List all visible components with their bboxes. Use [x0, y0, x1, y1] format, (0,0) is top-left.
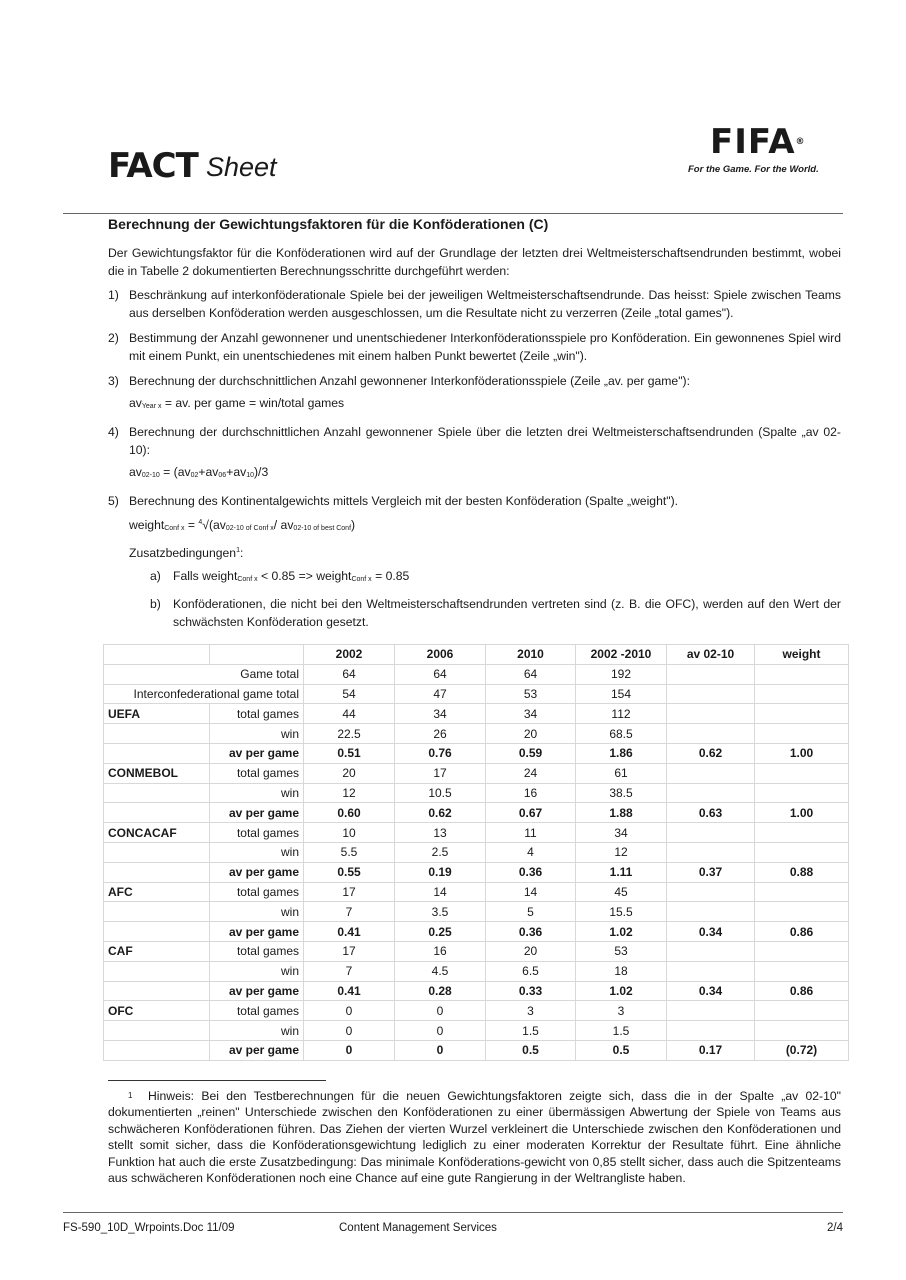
row-label: total games — [210, 882, 304, 902]
zusatz-label: Zusatzbedingungen$^1$: — [129, 546, 244, 561]
main-content — [108, 214, 841, 631]
table-cell: 5 — [486, 902, 576, 922]
table-cell — [667, 1021, 755, 1041]
table-cell: 0.34 — [667, 981, 755, 1001]
table-row — [104, 664, 849, 684]
table-cell: 0.59 — [486, 743, 576, 763]
table-header-row — [104, 645, 849, 665]
step-4 — [108, 423, 841, 459]
table-cell: 10 — [304, 823, 395, 843]
row-label: total games — [210, 763, 304, 783]
table-cell: 12 — [576, 842, 667, 862]
footnote-rule — [108, 1080, 326, 1081]
row-label: av per game — [210, 922, 304, 942]
step-number: 5) — [108, 494, 119, 508]
table-cell: 0 — [395, 1021, 486, 1041]
table-cell: 0.37 — [667, 862, 755, 882]
table-cell: 61 — [576, 763, 667, 783]
table-cell: 0.36 — [486, 862, 576, 882]
table-cell: 44 — [304, 704, 395, 724]
row-label: total games — [210, 1001, 304, 1021]
table-cell: 0.86 — [755, 981, 849, 1001]
table-row — [104, 1040, 849, 1060]
table-cell — [755, 882, 849, 902]
table-cell: 3 — [486, 1001, 576, 1021]
table-cell — [667, 724, 755, 744]
table-cell — [755, 704, 849, 724]
table-cell: 53 — [576, 941, 667, 961]
row-label: av per game — [210, 743, 304, 763]
step-1 — [108, 286, 841, 322]
row-label: total games — [210, 823, 304, 843]
confederation-name — [104, 981, 210, 1001]
registered-mark: ® — [795, 137, 806, 147]
table-row — [104, 823, 849, 843]
table-cell: 0.86 — [755, 922, 849, 942]
table-cell — [667, 902, 755, 922]
step-text: Bestimmung der Anzahl gewonnener und unentschiedener Interkonföderationsspiele pro Konföderation. Ein gewonnenes Spiel wird mit einem Punkt, ein unentschiedenes mit einem halben Punkt bewertet (Zeile „win"). — [129, 331, 841, 363]
step-text: Berechnung der durchschnittlichen Anzahl gewonnener Interkonföderationsspiele (Zeile „av. per game"): — [129, 374, 690, 388]
table-cell: 0.41 — [304, 981, 395, 1001]
confederation-name — [104, 842, 210, 862]
confederation-name: OFC — [104, 1001, 210, 1021]
table-cell: 0.76 — [395, 743, 486, 763]
step-number: 2) — [108, 331, 119, 345]
table-cell — [667, 684, 755, 704]
table-cell: 18 — [576, 961, 667, 981]
table-cell: 1.00 — [755, 803, 849, 823]
table-cell: 0.67 — [486, 803, 576, 823]
table-cell: 6.5 — [486, 961, 576, 981]
table-cell: 53 — [486, 684, 576, 704]
step-text: Beschränkung auf interkonföderationale Spiele bei der jeweiligen Weltmeisterschaftsendrunde. Das heisst: Spiele zwischen Teams aus derselben Konföderation werden ausgeschlossen, um die Resultate nicht zu verzerren (Zeile „total games"). — [129, 288, 841, 320]
formula-av-02-10: $av_{02-10} = (av_{02}+av_{06}+av_{10})/3$ — [129, 465, 269, 479]
table-cell: 112 — [576, 704, 667, 724]
confederation-name — [104, 862, 210, 882]
confederation-name — [104, 783, 210, 803]
table-cell: 64 — [304, 664, 395, 684]
table-cell: 1.00 — [755, 743, 849, 763]
table-cell: 14 — [395, 882, 486, 902]
confederation-name — [104, 803, 210, 823]
table-cell: 0.41 — [304, 922, 395, 942]
table-cell: 0 — [395, 1040, 486, 1060]
step-number: 3) — [108, 374, 119, 388]
table-cell: 0.60 — [304, 803, 395, 823]
table-cell — [755, 961, 849, 981]
table-cell: 0 — [304, 1040, 395, 1060]
table-row — [104, 783, 849, 803]
confederation-name — [104, 1021, 210, 1041]
table-cell — [667, 664, 755, 684]
confederation-name — [104, 961, 210, 981]
fifa-tagline: For the Game. For the World. — [688, 164, 819, 175]
table-row — [104, 803, 849, 823]
footnote-ref[interactable]: 1 — [236, 547, 240, 555]
column-header: 2002 -2010 — [576, 645, 667, 665]
table-cell: 0.5 — [486, 1040, 576, 1060]
table-cell: 45 — [576, 882, 667, 902]
table-cell — [755, 1001, 849, 1021]
table-row — [104, 763, 849, 783]
table-cell: 3 — [576, 1001, 667, 1021]
row-label: av per game — [210, 803, 304, 823]
table-cell: 0.28 — [395, 981, 486, 1001]
footnote-text: Hinweis: Bei den Testberechnungen für die neuen Gewichtungsfaktoren zeigte sich, dass die in der Spalte „av 02-10" dokumentierten „reinen" Unterschiede zwischen den Konföderationen zu einer übermässigen Abwertung der Spiele von Teams aus schwächeren Konföderationen führen. Das Ziehen der vierten Wurzel verkleinert die Unterschiede zwischen den Konföderationen und stellt somit sicher, dass die Konföderationsgewichtung lediglich zu einer moderaten Korrektur der Resultate führt. Eine ähnliche Funktion hat auch die erste Zusatzbedingung: Das minimale Konföderations-gewicht von 0,85 stellt sicher, dass auch die Spitzenteams aus schwächeren Konföderationen noch eine Chance auf eine gute Rangierung in der Weltrangliste haben. — [108, 1089, 841, 1186]
fact-title: FACT — [108, 146, 198, 186]
table-cell — [755, 724, 849, 744]
table-cell: 13 — [395, 823, 486, 843]
table-cell: 20 — [486, 724, 576, 744]
table-row — [104, 961, 849, 981]
confederation-name: UEFA — [104, 704, 210, 724]
table-cell: 16 — [486, 783, 576, 803]
step-text: Berechnung der durchschnittlichen Anzahl gewonnener Spiele über die letzten drei Weltmeisterschaftsendrunden (Spalte „av 02-10): — [129, 425, 841, 457]
footer-department: Content Management Services — [339, 1222, 497, 1234]
table-cell: 24 — [486, 763, 576, 783]
intro-paragraph: Der Gewichtungsfaktor für die Konföderationen wird auf der Grundlage der letzten drei Weltmeisterschaftsendrunden bestimmt, wobei die in Tabelle 2 dokumentierten Berechnungsschritte durchgeführt werden: — [108, 246, 841, 278]
condition-b: b) Konföderationen, die nicht bei den Weltmeisterschaftsendrunden vertreten sind (z. B. die OFC), werden auf den Wert der schwächsten Konföderation gesetzt. — [150, 597, 841, 630]
column-header: 2002 — [304, 645, 395, 665]
confederation-name — [104, 1040, 210, 1060]
table-row — [104, 1021, 849, 1041]
step-2 — [108, 329, 841, 365]
table-cell: (0.72) — [755, 1040, 849, 1060]
table-cell: 34 — [486, 704, 576, 724]
table-cell — [667, 882, 755, 902]
table-cell — [755, 902, 849, 922]
table-cell: 5.5 — [304, 842, 395, 862]
footnote-marker: 1 — [128, 1091, 133, 1100]
confederation-name — [104, 724, 210, 744]
step-3 — [108, 372, 841, 390]
fifa-logo — [688, 122, 828, 175]
footnote — [108, 1088, 841, 1186]
table-cell: 20 — [486, 941, 576, 961]
table-cell: 26 — [395, 724, 486, 744]
table-cell: 0 — [395, 1001, 486, 1021]
table-cell: 0.63 — [667, 803, 755, 823]
table-cell: 0 — [304, 1001, 395, 1021]
table-cell: 1.5 — [576, 1021, 667, 1041]
table-cell — [667, 1001, 755, 1021]
confederation-name: CONMEBOL — [104, 763, 210, 783]
table-row — [104, 941, 849, 961]
table-cell: 4 — [486, 842, 576, 862]
table-cell — [667, 961, 755, 981]
table-cell: 1.5 — [486, 1021, 576, 1041]
column-header: 2006 — [395, 645, 486, 665]
table-cell: 47 — [395, 684, 486, 704]
confederation-name — [104, 902, 210, 922]
table-cell: 1.02 — [576, 922, 667, 942]
table-cell: 3.5 — [395, 902, 486, 922]
table-cell — [755, 1021, 849, 1041]
table-cell: 0.55 — [304, 862, 395, 882]
table-cell: 64 — [395, 664, 486, 684]
table-row — [104, 981, 849, 1001]
step-5 — [108, 492, 841, 510]
confederation-name: AFC — [104, 882, 210, 902]
column-header: 2010 — [486, 645, 576, 665]
table-cell: 14 — [486, 882, 576, 902]
step-text: Berechnung des Kontinentalgewichts mittels Vergleich mit der besten Konföderation (Spalte „weight"). — [129, 494, 679, 508]
row-label: win — [210, 961, 304, 981]
table-cell: 17 — [304, 882, 395, 902]
table-row — [104, 862, 849, 882]
section-title: Berechnung der Gewichtungsfaktoren für die Konföderationen (C) — [108, 216, 549, 232]
table-cell: 7 — [304, 902, 395, 922]
table-cell — [667, 783, 755, 803]
table-cell — [755, 664, 849, 684]
table-cell: 0.34 — [667, 922, 755, 942]
table-cell — [755, 783, 849, 803]
column-header: av 02-10 — [667, 645, 755, 665]
table-cell: 0.33 — [486, 981, 576, 1001]
table-row — [104, 922, 849, 942]
row-label: av per game — [210, 1040, 304, 1060]
step-number: 4) — [108, 425, 119, 439]
confederation-name — [104, 743, 210, 763]
footer-page-number: 2/4 — [827, 1222, 843, 1234]
table-cell: 15.5 — [576, 902, 667, 922]
row-label: av per game — [210, 862, 304, 882]
table-cell: 34 — [576, 823, 667, 843]
condition-a: a) Falls weight$_{Conf x}$ < 0.85 => weight$_{Conf x}$ = 0.85 — [150, 569, 410, 584]
column-header: weight — [755, 645, 849, 665]
table-row — [104, 684, 849, 704]
table-cell: 22.5 — [304, 724, 395, 744]
table-cell: 0.19 — [395, 862, 486, 882]
table-cell: 1.88 — [576, 803, 667, 823]
table-row — [104, 743, 849, 763]
table-cell: 11 — [486, 823, 576, 843]
table-cell: 1.86 — [576, 743, 667, 763]
table-cell: 0.51 — [304, 743, 395, 763]
formula-av-year: $av_{Year x}$ = av. per game = win/total games — [129, 396, 345, 410]
table-row — [104, 882, 849, 902]
table-cell: 10.5 — [395, 783, 486, 803]
table-cell: 7 — [304, 961, 395, 981]
table-cell: 64 — [486, 664, 576, 684]
row-label: total games — [210, 704, 304, 724]
row-label: Game total — [104, 664, 304, 684]
row-label: Interconfederational game total — [104, 684, 304, 704]
table-cell — [667, 763, 755, 783]
table-cell: 17 — [395, 763, 486, 783]
row-label: total games — [210, 941, 304, 961]
table-cell: 192 — [576, 664, 667, 684]
table-cell: 154 — [576, 684, 667, 704]
formula-weight: weight$_{Conf x}$ = $^4√(av_{02-10 of Conf x}/$ $av_{02-10 of best Conf}$) — [129, 518, 356, 533]
confederation-name: CAF — [104, 941, 210, 961]
confederation-table — [103, 644, 849, 1061]
table-cell — [755, 842, 849, 862]
footer-document-id: FS-590_10D_Wrpoints.Doc 11/09 — [63, 1222, 235, 1234]
table-cell: 0.62 — [667, 743, 755, 763]
row-label: win — [210, 1021, 304, 1041]
footer-rule — [63, 1212, 843, 1213]
table-cell — [667, 704, 755, 724]
table-cell: 0.25 — [395, 922, 486, 942]
table-row — [104, 704, 849, 724]
table-cell: 0.5 — [576, 1040, 667, 1060]
table-cell: 17 — [304, 941, 395, 961]
table-cell: 54 — [304, 684, 395, 704]
fifa-logo-wordmark: FIFA — [710, 122, 796, 162]
step-number: 1) — [108, 288, 119, 302]
table-cell: 38.5 — [576, 783, 667, 803]
table-cell — [755, 684, 849, 704]
table-cell: 2.5 — [395, 842, 486, 862]
table-cell — [667, 941, 755, 961]
table-cell — [667, 842, 755, 862]
confederation-name — [104, 922, 210, 942]
table-row — [104, 842, 849, 862]
table-cell: 1.11 — [576, 862, 667, 882]
table-cell: 4.5 — [395, 961, 486, 981]
table-cell — [755, 823, 849, 843]
row-label: av per game — [210, 981, 304, 1001]
table-cell — [667, 823, 755, 843]
confederation-name: CONCACAF — [104, 823, 210, 843]
table-cell — [755, 763, 849, 783]
table-cell: 0.88 — [755, 862, 849, 882]
table-cell: 0 — [304, 1021, 395, 1041]
table-cell: 16 — [395, 941, 486, 961]
table-cell: 1.02 — [576, 981, 667, 1001]
row-label: win — [210, 783, 304, 803]
row-label: win — [210, 842, 304, 862]
table-row — [104, 1001, 849, 1021]
table-row — [104, 724, 849, 744]
table-cell: 20 — [304, 763, 395, 783]
table-cell: 0.36 — [486, 922, 576, 942]
table-cell: 0.62 — [395, 803, 486, 823]
table-cell: 68.5 — [576, 724, 667, 744]
table-row — [104, 902, 849, 922]
row-label: win — [210, 724, 304, 744]
table-cell: 34 — [395, 704, 486, 724]
sheet-title: Sheet — [206, 152, 277, 182]
table-cell: 12 — [304, 783, 395, 803]
table-cell: 0.17 — [667, 1040, 755, 1060]
row-label: win — [210, 902, 304, 922]
table-cell — [755, 941, 849, 961]
